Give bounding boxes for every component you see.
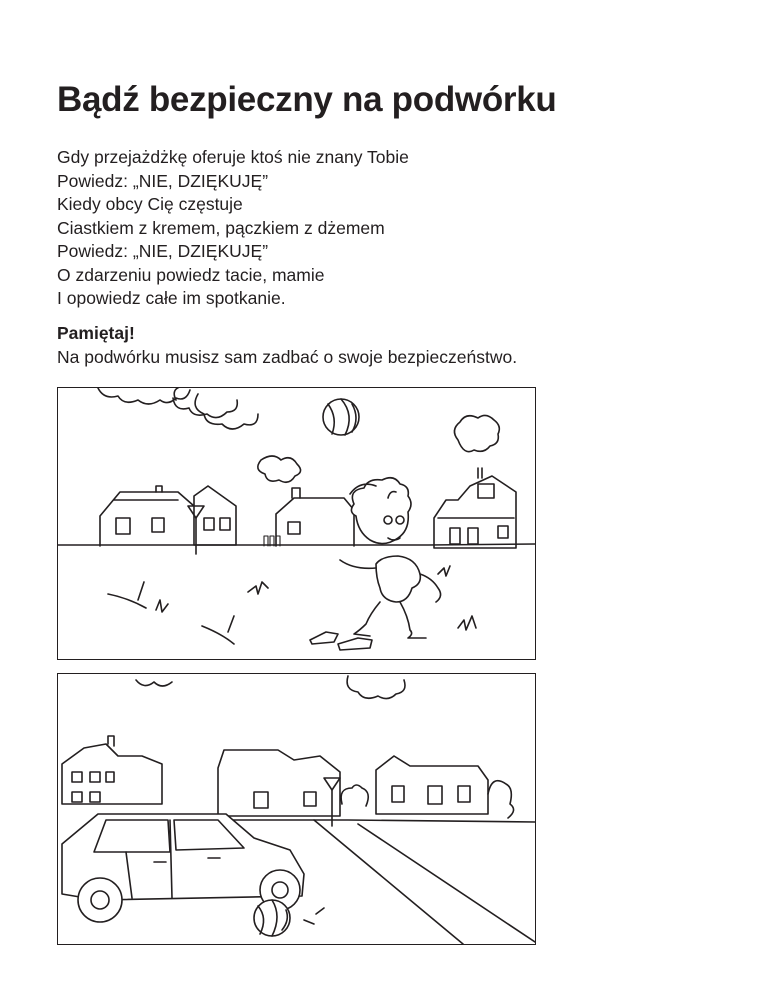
- poem-line: Powiedz: „NIE, DZIĘKUJĘ”: [57, 170, 269, 191]
- house-icon: [62, 736, 162, 804]
- remember-text: Na podwórku musisz sam zadbać o swoje bezpieczeństwo.: [57, 346, 518, 367]
- cloud-icon: [347, 676, 405, 699]
- street-drawing: [58, 674, 535, 944]
- poem-line: Ciastkiem z kremem, pączkiem z dżemem: [57, 217, 385, 238]
- illustration-yard: [57, 387, 536, 660]
- house-icon: [376, 756, 488, 814]
- cloud-icon: [173, 388, 237, 418]
- boy-figure: [310, 478, 441, 650]
- house-icon: [264, 488, 354, 546]
- cloud-icon: [98, 388, 190, 404]
- ball-icon: [323, 399, 359, 435]
- house-icon: [218, 750, 340, 816]
- cloud-icon: [454, 415, 499, 451]
- remember-heading: Pamiętaj!: [57, 323, 135, 343]
- page-title: Bądź bezpieczny na podwórku: [57, 80, 557, 119]
- poem-line: Gdy przejażdżkę oferuje ktoś nie znany Tobie: [57, 147, 409, 167]
- poem-line: O zdarzeniu powiedz tacie, mamie: [57, 264, 325, 285]
- yard-drawing: [58, 388, 535, 659]
- poem-line: I opowiedz całe im spotkanie.: [57, 288, 286, 308]
- poem: [57, 146, 409, 311]
- poem-line: Powiedz: „NIE, DZIĘKUJĘ”: [57, 241, 269, 261]
- poem-line: Kiedy obcy Cię częstuje: [57, 194, 243, 214]
- cloud-icon: [258, 456, 301, 482]
- house-icon: [434, 468, 516, 548]
- remember-note: [57, 322, 517, 369]
- cloud-icon: [136, 680, 172, 686]
- yield-sign-icon: [188, 506, 204, 554]
- yield-sign-icon: [324, 778, 340, 826]
- house-icon: [100, 486, 236, 546]
- illustration-street: [57, 673, 536, 945]
